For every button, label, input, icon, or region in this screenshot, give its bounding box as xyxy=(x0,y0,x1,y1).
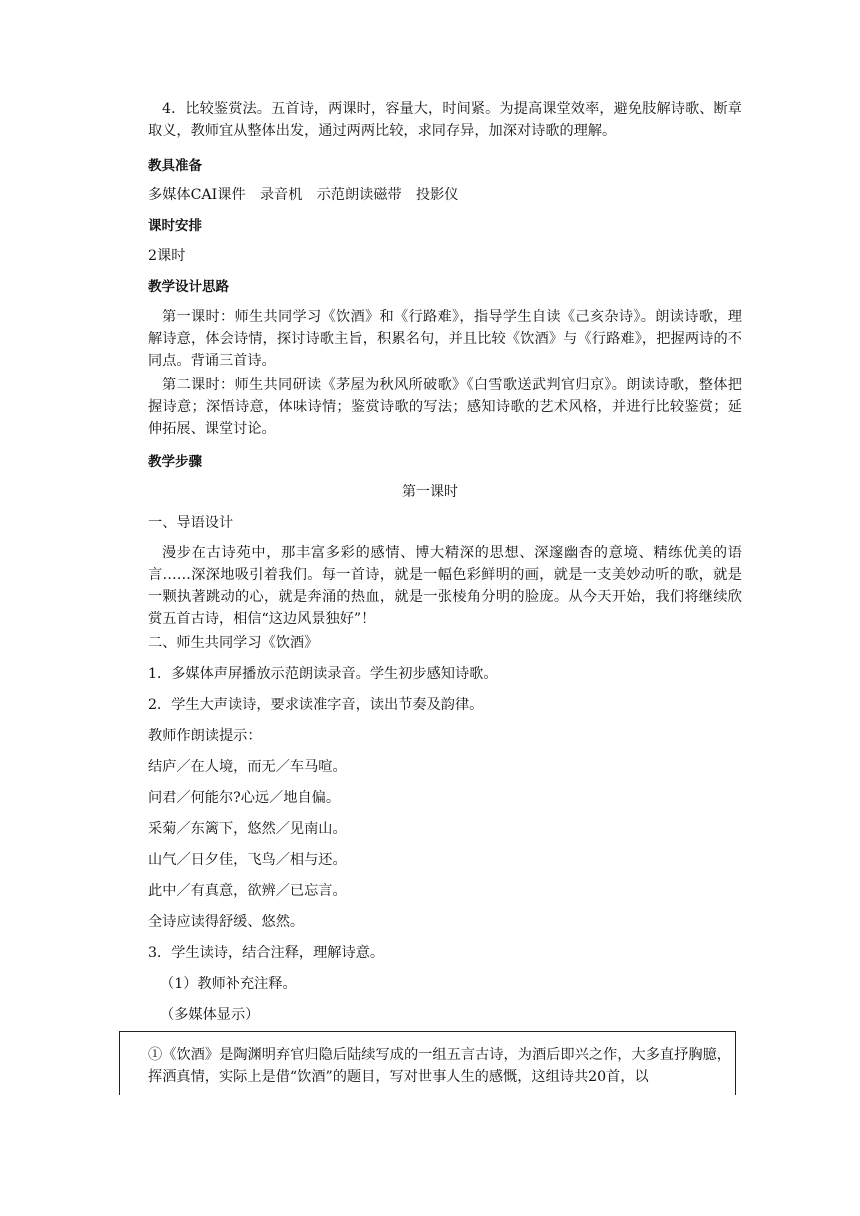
heading-teaching-steps: 教学步骤 xyxy=(148,454,202,470)
reading-tips-label: 教师作朗读提示： xyxy=(148,728,262,744)
annotation-text: ①《饮酒》是陶渊明弃官归隐后陆续写成的一组五言古诗，为酒后即兴之作，大多直抒胸臆，挥洒真情，实际上是借“饮酒”的题目，写对世事人生的感慨，这组诗共20首，以 xyxy=(148,1047,731,1085)
poem-line-1: 结庐／在人境，而无／车马喧。 xyxy=(148,759,347,775)
step-3-sub-1: （1）教师补充注释。 xyxy=(160,976,297,992)
poem-line-2: 问君／何能尔?心远／地自偏。 xyxy=(148,790,341,806)
class-hours: 2课时 xyxy=(148,248,186,264)
poem-line-3: 采菊／东篱下，悠然／见南山。 xyxy=(148,821,347,837)
step-1: 1．多媒体声屏播放示范朗读录音。学生初步感知诗歌。 xyxy=(148,666,498,682)
paragraph-comparison-method: 4．比较鉴赏法。五首诗，两课时，容量大，时间紧。为提高课堂效率，避免肢解诗歌、断章取义，教师宜从整体出发，通过两两比较，求同存异，加深对诗歌的理解。 xyxy=(148,101,742,139)
paragraph-first-lesson-plan: 第一课时：师生共同学习《饮酒》和《行路难》，指导学生自读《己亥杂诗》。朗读诗歌，理解诗意，体会诗情，探讨诗歌主旨，积累名句，并且比较《饮酒》与《行路难》，把握两诗的不同点。背诵三首诗。 xyxy=(148,309,742,369)
annotation-box xyxy=(119,1031,736,1095)
step-3: 3．学生读诗，结合注释，理解诗意。 xyxy=(148,945,385,961)
multimedia-display-label: （多媒体显示） xyxy=(160,1007,260,1023)
poem-line-4: 山气／日夕佳，飞鸟／相与还。 xyxy=(148,852,347,868)
section-first-lesson: 第一课时 xyxy=(402,484,458,500)
reading-note: 全诗应读得舒缓、悠然。 xyxy=(148,914,305,930)
heading-teaching-aids: 教具准备 xyxy=(148,158,202,174)
subheading-yinjiu: 二、师生共同学习《饮酒》 xyxy=(148,635,319,651)
poem-line-5: 此中／有真意，欲辨／已忘言。 xyxy=(148,883,347,899)
heading-design-idea: 教学设计思路 xyxy=(148,279,229,295)
teaching-aids-list: 多媒体CAI课件 录音机 示范朗读磁带 投影仪 xyxy=(148,187,459,203)
subheading-intro-design: 一、导语设计 xyxy=(148,515,234,531)
paragraph-second-lesson-plan: 第二课时：师生共同研读《茅屋为秋风所破歌》《白雪歌送武判官归京》。朗读诗歌，整体把握诗意；深悟诗意，体味诗情；鉴赏诗歌的写法；感知诗歌的艺术风格，并进行比较鉴赏；延伸拓展、课堂讨论。 xyxy=(148,377,742,437)
heading-class-schedule: 课时安排 xyxy=(148,218,202,234)
paragraph-intro: 漫步在古诗苑中，那丰富多彩的感情、博大精深的思想、深邃幽杳的意境、精练优美的语言……深深地吸引着我们。每一首诗，就是一幅色彩鲜明的画，就是一支美妙动听的歌，就是一颗执著跳动的心，就是奔涌的热血，就是一张棱角分明的脸庞。从今天开始，我们将继续欣赏五首古诗，相信“这边风景独好”！ xyxy=(148,545,742,627)
step-2: 2．学生大声读诗，要求读准字音，读出节奏及韵律。 xyxy=(148,697,484,713)
